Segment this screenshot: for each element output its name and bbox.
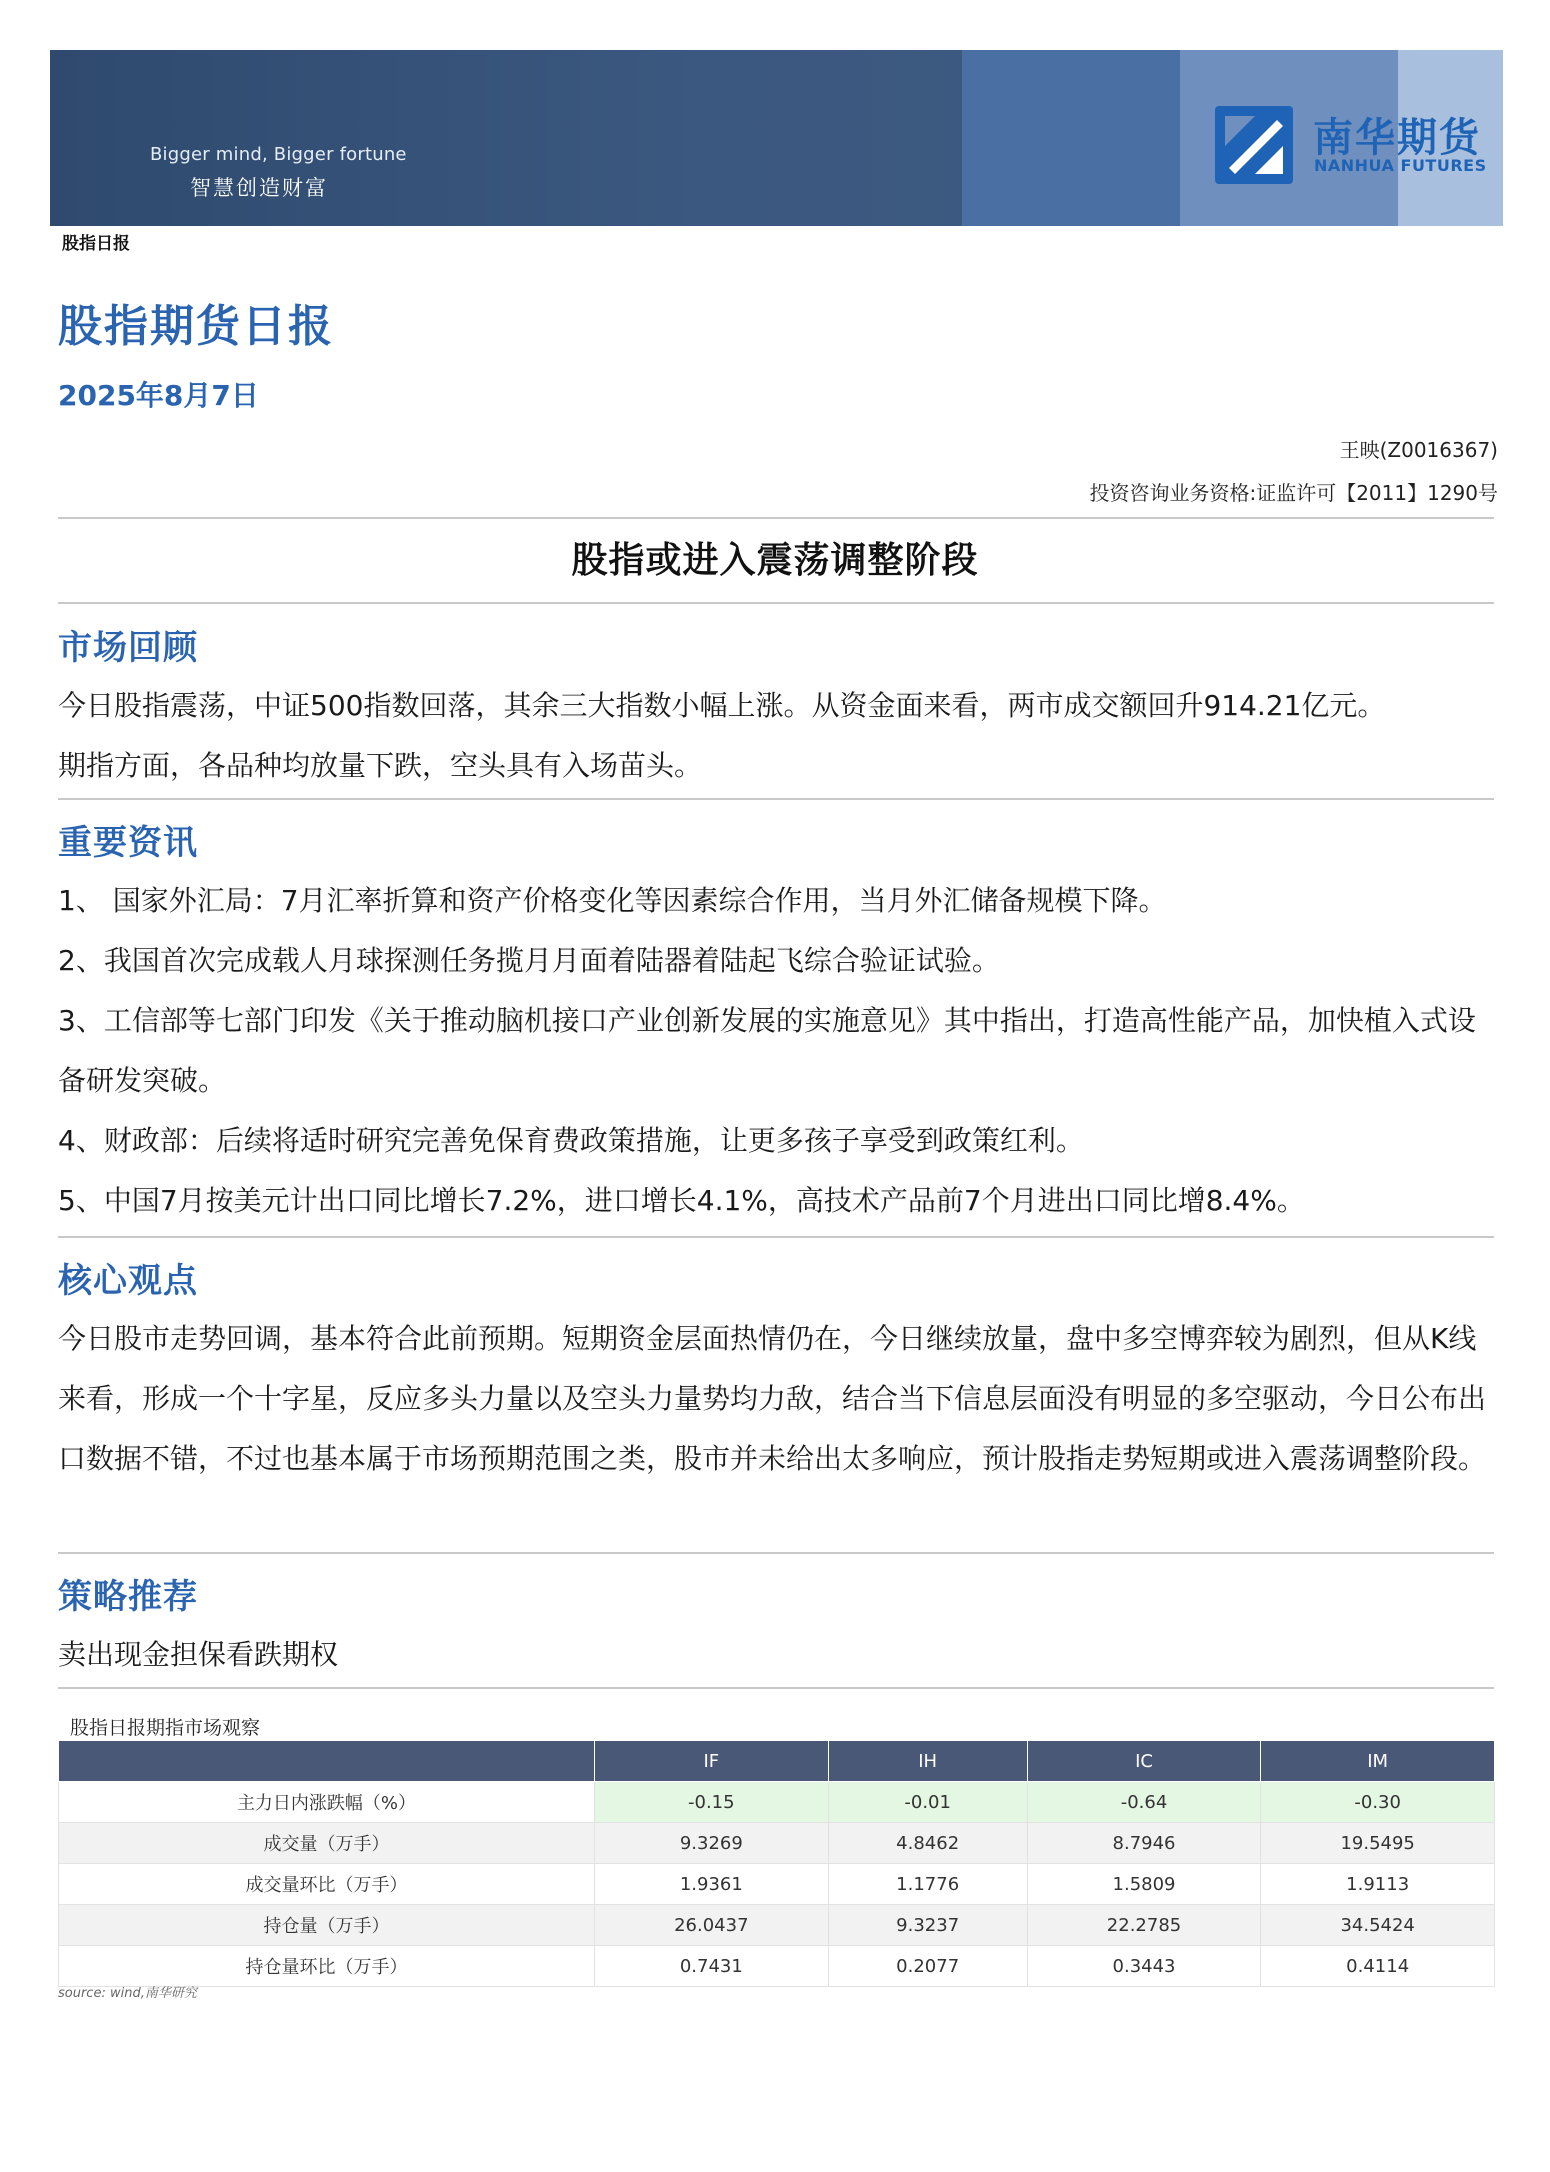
logo-text-chinese: 南华期货 — [1313, 115, 1481, 161]
column-header — [59, 1741, 595, 1782]
divider — [58, 1687, 1494, 1689]
page-title: 股指期货日报 — [58, 301, 334, 352]
header-banner — [50, 50, 1503, 226]
table-row — [59, 1946, 1495, 1987]
table-cell: 0.4114 — [1261, 1946, 1495, 1987]
table-row — [59, 1905, 1495, 1946]
table-cell: 1.1776 — [828, 1864, 1027, 1905]
divider — [58, 1552, 1494, 1554]
table-cell: 0.2077 — [828, 1946, 1027, 1987]
row-label: 成交量（万手） — [59, 1823, 595, 1864]
table-cell: 22.2785 — [1027, 1905, 1261, 1946]
paragraph-line: 今日股指震荡，中证500指数回落，其余三大指数小幅上涨。从资金面来看，两市成交额回升914.21亿元。 — [58, 689, 1386, 722]
report-date: 2025年8月7日 — [58, 379, 259, 412]
slogan-chinese: 智慧创造财富 — [190, 176, 328, 200]
column-header: IH — [828, 1741, 1027, 1782]
strategy-text — [58, 1625, 1498, 1685]
news-list — [58, 871, 1498, 1231]
table-cell: 1.5809 — [1027, 1864, 1261, 1905]
table-cell: 34.5424 — [1261, 1905, 1495, 1946]
table-row — [59, 1823, 1495, 1864]
table-row — [59, 1864, 1495, 1905]
paragraph-line: 期指方面，各品种均放量下跌，空头具有入场苗头。 — [58, 749, 703, 782]
nanhua-logo-icon — [1215, 106, 1293, 184]
section-title-strategy: 策略推荐 — [58, 1577, 198, 1617]
table-cell: 8.7946 — [1027, 1823, 1261, 1864]
row-label: 成交量环比（万手） — [59, 1864, 595, 1905]
news-item: 2、我国首次完成载人月球探测任务揽月月面着陆器着陆起飞综合验证试验。 — [58, 944, 1000, 977]
table-caption: 股指日报期指市场观察 — [70, 1717, 261, 1739]
section-title-news: 重要资讯 — [58, 823, 198, 863]
table-cell: 1.9113 — [1261, 1864, 1495, 1905]
table-cell: 0.3443 — [1027, 1946, 1261, 1987]
divider — [58, 798, 1494, 800]
table-cell: 19.5495 — [1261, 1823, 1495, 1864]
table-cell: -0.64 — [1027, 1782, 1261, 1823]
banner-band — [962, 50, 1180, 226]
table-cell: 9.3237 — [828, 1905, 1027, 1946]
column-header: IM — [1261, 1741, 1495, 1782]
divider — [58, 602, 1494, 604]
source-note: source: wind,南华研究 — [58, 1986, 197, 2001]
table-cell: 4.8462 — [828, 1823, 1027, 1864]
table-cell: 0.7431 — [595, 1946, 829, 1987]
column-header: IC — [1027, 1741, 1261, 1782]
divider — [58, 1236, 1494, 1238]
news-item: 4、财政部：后续将适时研究完善免保育费政策措施，让更多孩子享受到政策红利。 — [58, 1124, 1084, 1157]
slogan-english: Bigger mind, Bigger fortune — [150, 144, 407, 165]
core-view-text — [58, 1309, 1498, 1489]
table-row — [59, 1782, 1495, 1823]
table-cell: -0.01 — [828, 1782, 1027, 1823]
divider — [58, 517, 1494, 519]
market-review-text — [58, 676, 1498, 796]
license-info: 投资咨询业务资格:证监许可【2011】1290号 — [1089, 481, 1498, 505]
section-title-core-view: 核心观点 — [58, 1261, 198, 1301]
report-tag: 股指日报 — [62, 234, 130, 254]
row-label: 持仓量（万手） — [59, 1905, 595, 1946]
row-label: 主力日内涨跌幅（%） — [59, 1782, 595, 1823]
news-item: 3、工信部等七部门印发《关于推动脑机接口产业创新发展的实施意见》其中指出，打造高性能产品，加快植入式设备研发突破。 — [58, 1004, 1476, 1097]
logo-text-english: NANHUA FUTURES — [1314, 156, 1487, 175]
news-item: 1、 国家外汇局：7月汇率折算和资产价格变化等因素综合作用，当月外汇储备规模下降。 — [58, 884, 1167, 917]
headline: 股指或进入震荡调整阶段 — [571, 540, 979, 581]
table-cell: 26.0437 — [595, 1905, 829, 1946]
table-cell: 9.3269 — [595, 1823, 829, 1864]
row-label: 持仓量环比（万手） — [59, 1946, 595, 1987]
table-header-row — [59, 1741, 1495, 1782]
paragraph: 今日股市走势回调，基本符合此前预期。短期资金层面热情仍在，今日继续放量，盘中多空博弈较为剧烈，但从K线来看，形成一个十字星，反应多头力量以及空头力量势均力敌，结合当下信息层面没有明显的多空驱动，今日公布出口数据不错，不过也基本属于市场预期范围之类，股市并未给出太多响应，预计股指走势短期或进入震荡调整阶段。 — [58, 1322, 1487, 1475]
table-cell: 1.9361 — [595, 1864, 829, 1905]
author: 王映(Z0016367) — [1339, 438, 1498, 462]
market-observation-table — [58, 1740, 1495, 1987]
paragraph: 卖出现金担保看跌期权 — [58, 1638, 339, 1671]
table-cell: -0.15 — [595, 1782, 829, 1823]
table-cell: -0.30 — [1261, 1782, 1495, 1823]
column-header: IF — [595, 1741, 829, 1782]
section-title-market-review: 市场回顾 — [58, 628, 198, 668]
news-item: 5、中国7月按美元计出口同比增长7.2%，进口增长4.1%，高技术产品前7个月进出口同比增8.4%。 — [58, 1184, 1305, 1217]
